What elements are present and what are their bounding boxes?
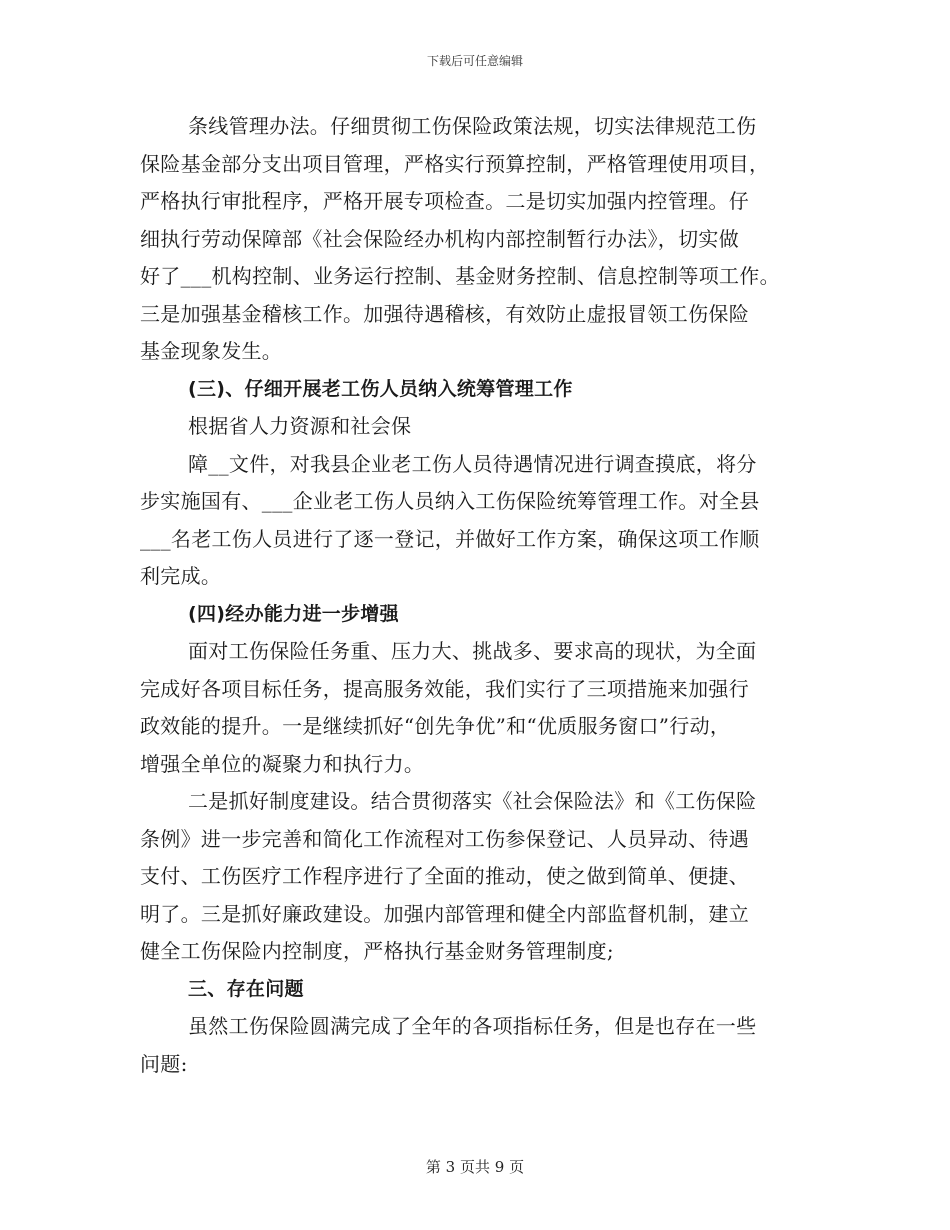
body-line: 三是加强基金稽核工作。加强待遇稽核，有效防止虚报冒领工伤保险 [140,301,749,326]
section-heading: (四)经办能力进一步增强 [188,602,399,625]
section-heading: 三、存在问题 [188,977,304,1000]
body-line: ___名老工伤人员进行了逐一登记，并做好工作方案，确保这项工作顺 [140,526,760,551]
body-line: 明了。三是抓好廉政建设。加强内部管理和健全内部监督机制，建立 [140,901,749,926]
section-heading: (三)、仔细开展老工伤人员纳入统筹管理工作 [188,377,573,400]
body-line: 根据省人力资源和社会保 [188,414,412,438]
body-line: 好了___机构控制、业务运行控制、基金财务控制、信息控制等项工作。 [140,264,780,288]
body-line: 保险基金部分支出项目管理，严格实行预算控制，严格管理使用项目， [140,151,770,176]
page-header: 下载后可任意编辑 [426,54,523,68]
body-line: 基金现象发生。 [140,339,283,363]
body-line: 政效能的提升。一是继续抓好“创先争优”和“优质服务窗口”行动， [140,714,731,738]
body-line: 严格执行审批程序，严格开展专项检查。二是切实加强内控管理。仔 [140,189,749,213]
page-number: 第 3 页共 9 页 [425,1158,525,1176]
body-line: 问题: [140,1051,188,1076]
body-line: 步实施国有、___企业老工伤人员纳入工伤保险统筹管理工作。对全县 [140,489,760,513]
body-line: 健全工伤保险内控制度，严格执行基金财务管理制度; [140,939,614,963]
body-line: 面对工伤保险任务重、压力大、挑战多、要求高的现状，为全面 [188,639,757,663]
body-line: 支付、工伤医疗工作程序进行了全面的推动，使之做到简单、便捷、 [140,864,749,888]
body-line: 完成好各项目标任务，提高服务效能，我们实行了三项措施来加强行 [140,676,749,701]
body-line: 利完成。 [140,564,222,588]
body-line: 障__文件，对我县企业老工伤人员待遇情况进行调查摸底，将分 [188,451,757,476]
body-line: 二是抓好制度建设。结合贯彻落实《社会保险法》和《工伤保险 [188,789,757,813]
body-line: 增强全单位的凝聚力和执行力。 [140,751,425,776]
body-line: 条例》进一步完善和简化工作流程对工伤参保登记、人员异动、待遇 [140,826,749,851]
document-body [140,108,820,1083]
body-line: 虽然工伤保险圆满完成了全年的各项指标任务，但是也存在一些 [188,1014,757,1038]
body-line: 细执行劳动保障部《社会保险经办机构内部控制暂行办法》，切实做 [140,226,739,251]
body-line: 条线管理办法。仔细贯彻工伤保险政策法规，切实法律规范工伤 [188,114,757,138]
